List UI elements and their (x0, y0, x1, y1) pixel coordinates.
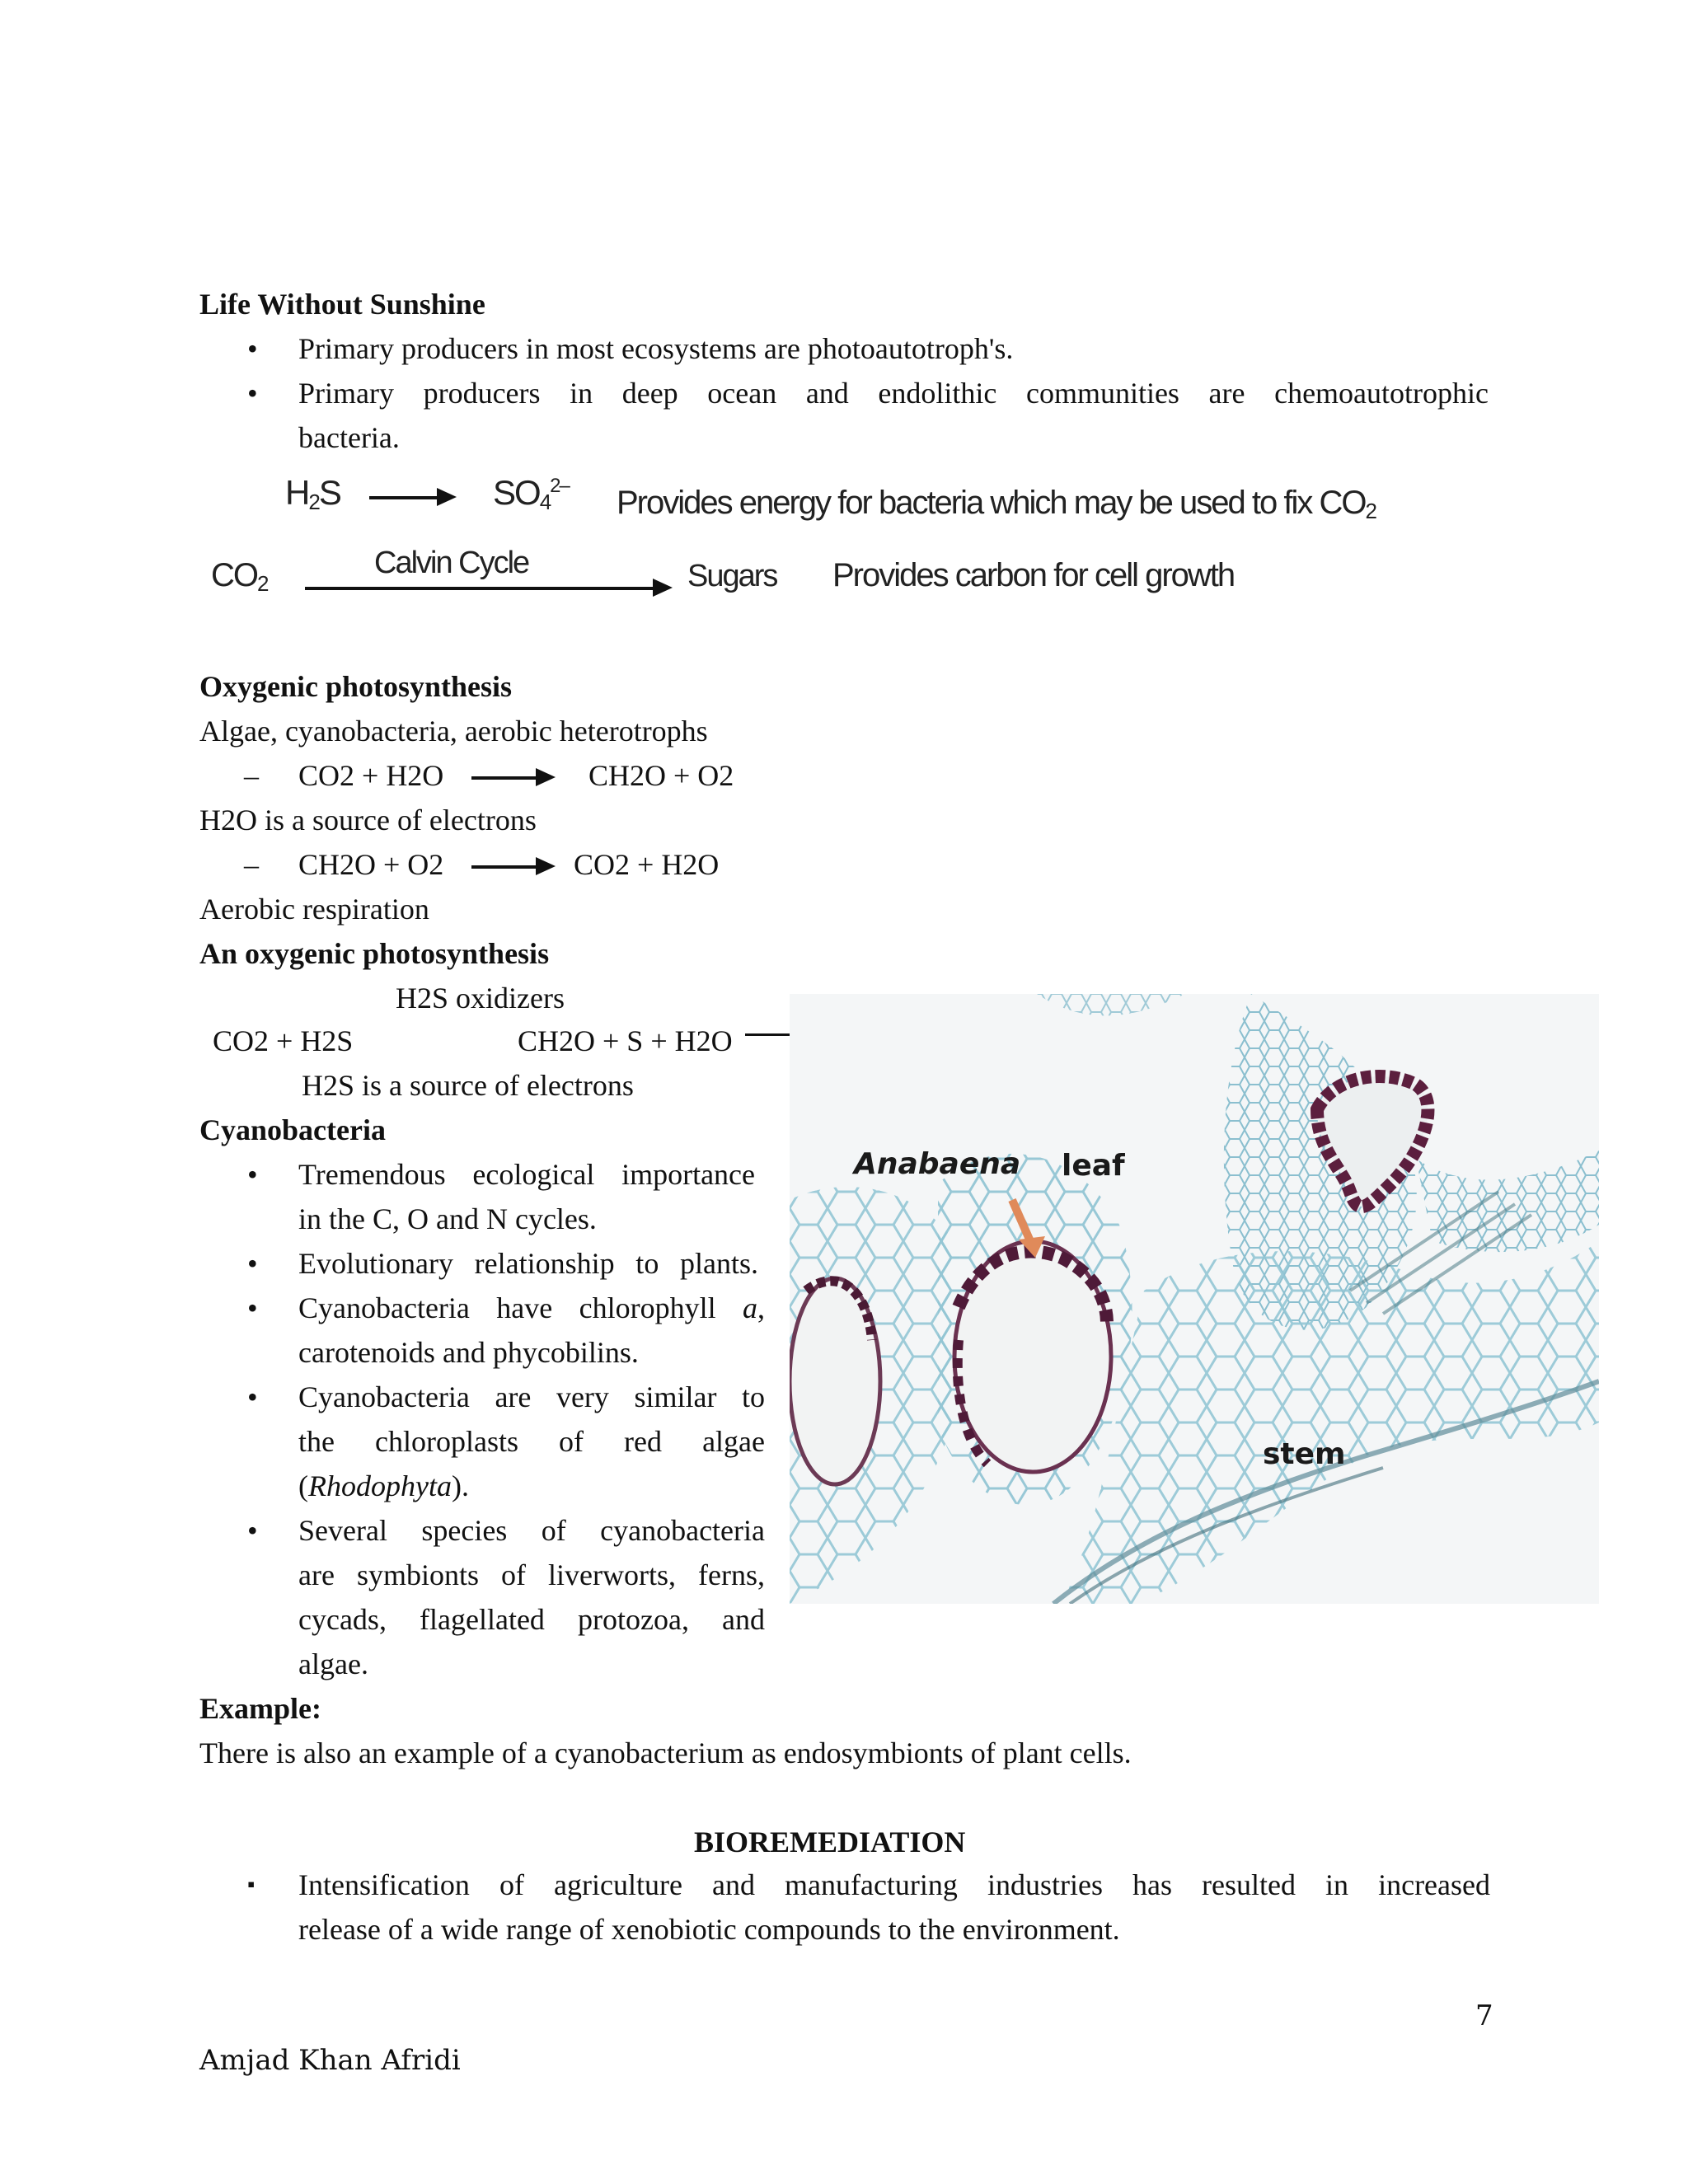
scheme-arrow-2 (305, 587, 658, 590)
cyano-bullet-5-line-4: algae. (298, 1647, 368, 1680)
dash-marker: – (244, 848, 259, 881)
anoxygenic-electron-source: H2S is a source of electrons (302, 1069, 634, 1102)
scheme-co2: $CO_2$ (211, 557, 268, 596)
oxygenic-eq2-left: CH2O + O2 (298, 848, 444, 881)
oxygenic-eq2-right: CO2 + H2O (574, 848, 720, 881)
cyano-bullet-4-line-3: (Rhodophyta). (298, 1469, 469, 1502)
oxygenic-eq1-right: CH2O + O2 (588, 759, 734, 792)
life-bullet-1: Primary producers in most ecosystems are photoautotroph's. (298, 332, 1014, 365)
bullet-marker: • (247, 1247, 258, 1280)
oxygenic-organisms: Algae, cyanobacteria, aerobic heterotrophs (199, 715, 708, 748)
oxygenic-eq1-arrow (471, 776, 537, 780)
cyano-bullet-1-line-2: in the C, O and N cycles. (298, 1202, 597, 1235)
label-anabaena: Anabaena (854, 1147, 1021, 1181)
h2s-oxidizers: H2S oxidizers (396, 982, 565, 1015)
bullet-marker: • (247, 377, 258, 410)
author-footer: Amjad Khan Afridi (199, 2044, 461, 2077)
micrograph-illustration (790, 994, 1599, 1604)
heading-life-without-sunshine: Life Without Sunshine (199, 288, 485, 321)
cyano-bullet-1: Tremendous ecological importance (298, 1158, 755, 1191)
heading-example: Example: (199, 1692, 321, 1725)
life-bullet-2-line-1: Primary producers in deep ocean and endolithic communities are chemoautotrophic (298, 377, 1489, 410)
example-text: There is also an example of a cyanobacterium as endosymbionts of plant cells. (199, 1736, 1132, 1769)
aerobic-respiration: Aerobic respiration (199, 893, 429, 926)
heading-oxygenic-photosynthesis: Oxygenic photosynthesis (199, 670, 513, 703)
anoxygenic-arrow-tail (745, 1033, 791, 1036)
oxygenic-eq2-arrow-head (536, 857, 556, 875)
anoxygenic-eq-left: CO2 + H2S (213, 1024, 354, 1057)
dash-marker: – (244, 759, 259, 792)
heading-bioremediation: BIOREMEDIATION (694, 1825, 966, 1858)
bioremediation-line-2: release of a wide range of xenobiotic compounds to the environment. (298, 1913, 1120, 1946)
label-leaf: leaf (1062, 1149, 1125, 1183)
bullet-marker: • (247, 1514, 258, 1547)
scheme-calvin-cycle: Calvin Cycle (374, 546, 529, 580)
bullet-marker: • (247, 332, 258, 365)
cyano-bullet-3: Cyanobacteria have chlorophyll a, (298, 1291, 765, 1324)
cyano-bullet-3-line-2: carotenoids and phycobilins. (298, 1336, 639, 1369)
life-bullet-2-continuation: bacteria. (298, 421, 400, 454)
cyano-bullet-5: Several species of cyanobacteria are symbionts of liverworts, ferns, cycads, flagellated protozoa, and (298, 1514, 765, 1636)
page-number: 7 (1475, 1999, 1493, 2032)
oxygenic-electron-source: H2O is a source of electrons (199, 804, 537, 837)
oxygenic-eq2-arrow (471, 865, 537, 869)
life-bullet-2 (298, 371, 1489, 415)
scheme-sugars: Sugars (687, 559, 777, 593)
oxygenic-eq1-left: CO2 + H2O (298, 759, 444, 792)
square-bullet-marker: ▪ (247, 1872, 256, 1896)
scheme-so4: $SO_4^{2-}$ (493, 473, 569, 514)
anabaena-micrograph (790, 994, 1599, 1604)
scheme-energy-text: Provides energy for bacteria which may be used to fix $CO_2$ (617, 485, 1376, 523)
scheme-arrow-2-head (653, 579, 673, 597)
heading-anoxygenic-photosynthesis: An oxygenic photosynthesis (199, 937, 550, 970)
scheme-carbon-text: Provides carbon for cell growth (832, 557, 1235, 593)
scheme-h2s: $H_2S$ (285, 473, 340, 514)
bioremediation-paragraph: Intensification of agriculture and manufacturing industries has resulted in increased (298, 1868, 1490, 1901)
bullet-marker: • (247, 1158, 258, 1191)
heading-cyanobacteria: Cyanobacteria (199, 1113, 386, 1146)
bullet-marker: • (247, 1291, 258, 1324)
cyano-bullet-2: Evolutionary relationship to plants. (298, 1247, 758, 1280)
label-stem: stem (1263, 1437, 1346, 1471)
cyano-bullet-4: Cyanobacteria are very similar to the chloroplasts of red algae (298, 1380, 765, 1458)
oxygenic-eq1-arrow-head (536, 768, 556, 786)
scheme-arrow-1-head (437, 488, 457, 506)
scheme-arrow-1 (369, 496, 442, 499)
anoxygenic-eq-right: CH2O + S + H2O (518, 1024, 733, 1057)
bullet-marker: • (247, 1380, 258, 1413)
